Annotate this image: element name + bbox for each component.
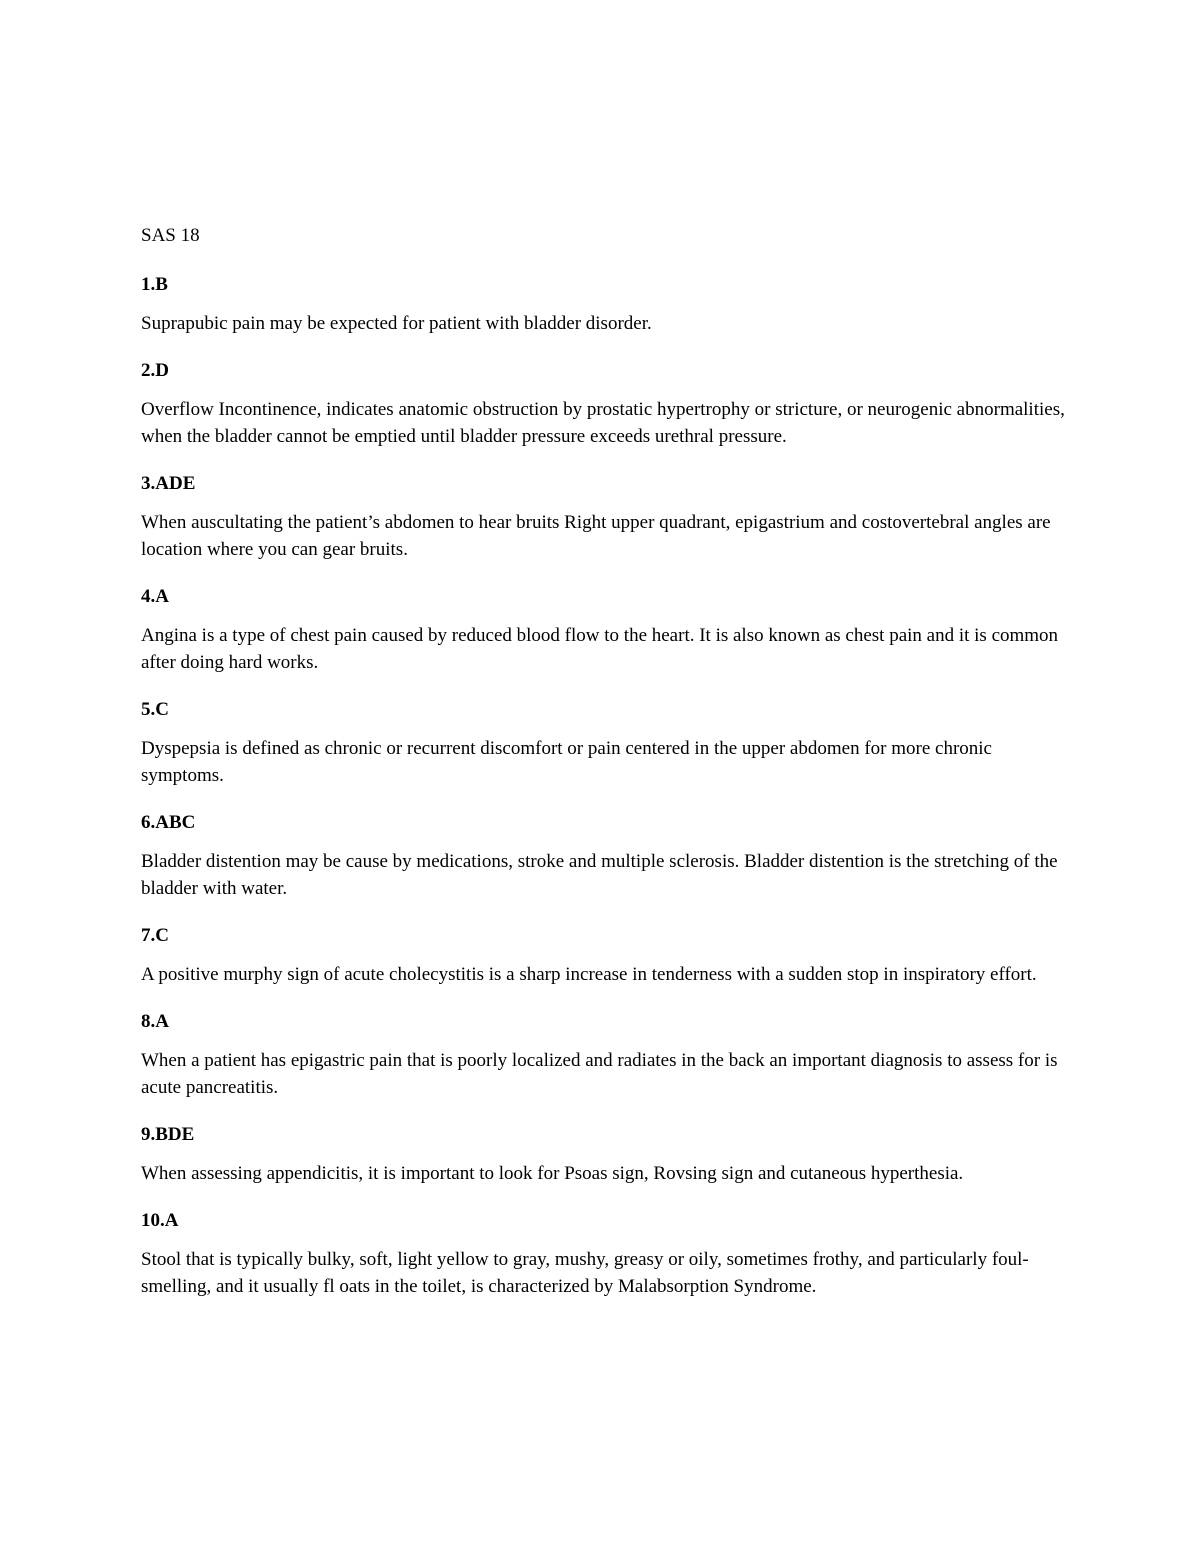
answer-item-2 [141,357,1071,450]
answer-explanation: Overflow Incontinence, indicates anatomic obstruction by prostatic hypertrophy or stricture, or neurogenic abnormalities, when the bladder cannot be emptied until bladder pressure exceeds urethral pressure. [141,399,1065,447]
answer-explanation: Bladder distention may be cause by medications, stroke and multiple sclerosis. Bladder distention is the stretching of the bladder with water. [141,851,1058,899]
answer-label: 1.B [141,274,168,295]
answer-explanation: Dyspepsia is defined as chronic or recurrent discomfort or pain centered in the upper abdomen for more chronic symptoms. [141,738,992,786]
answer-item-4 [141,583,1071,676]
answer-label: 10.A [141,1210,179,1231]
answer-label: 6.ABC [141,812,196,833]
answer-label: 5.C [141,699,169,720]
answer-item-10 [141,1207,1071,1300]
document-title: SAS 18 [141,225,200,246]
answer-label: 2.D [141,360,169,381]
answer-item-7 [141,922,1071,988]
answer-label: 7.C [141,925,169,946]
answer-item-3 [141,470,1071,563]
answer-label: 3.ADE [141,473,196,494]
answer-label: 8.A [141,1011,169,1032]
answer-item-6 [141,809,1071,902]
answer-item-1 [141,271,1071,337]
answer-item-9 [141,1121,1071,1187]
answer-explanation: A positive murphy sign of acute cholecystitis is a sharp increase in tenderness with a sudden stop in inspiratory effort. [141,964,1037,985]
answer-explanation: Angina is a type of chest pain caused by reduced blood flow to the heart. It is also known as chest pain and it is common after doing hard works. [141,625,1059,673]
answer-explanation: When assessing appendicitis, it is important to look for Psoas sign, Rovsing sign and cutaneous hyperthesia. [141,1163,964,1184]
answer-explanation: When auscultating the patient’s abdomen to hear bruits Right upper quadrant, epigastrium and costovertebral angles are location where you can gear bruits. [141,512,1051,560]
document-content [141,222,1071,1320]
answer-explanation: When a patient has epigastric pain that is poorly localized and radiates in the back an important diagnosis to assess for is acute pancreatitis. [141,1050,1058,1098]
answer-explanation: Suprapubic pain may be expected for patient with bladder disorder. [141,313,652,334]
answer-explanation: Stool that is typically bulky, soft, light yellow to gray, mushy, greasy or oily, sometimes frothy, and particularly foul-smelling, and it usually fl oats in the toilet, is characterized by Malabsorption Syndrome. [141,1249,1029,1297]
answer-label: 9.BDE [141,1124,195,1145]
answer-label: 4.A [141,586,169,607]
answer-item-8 [141,1008,1071,1101]
answer-item-5 [141,696,1071,789]
